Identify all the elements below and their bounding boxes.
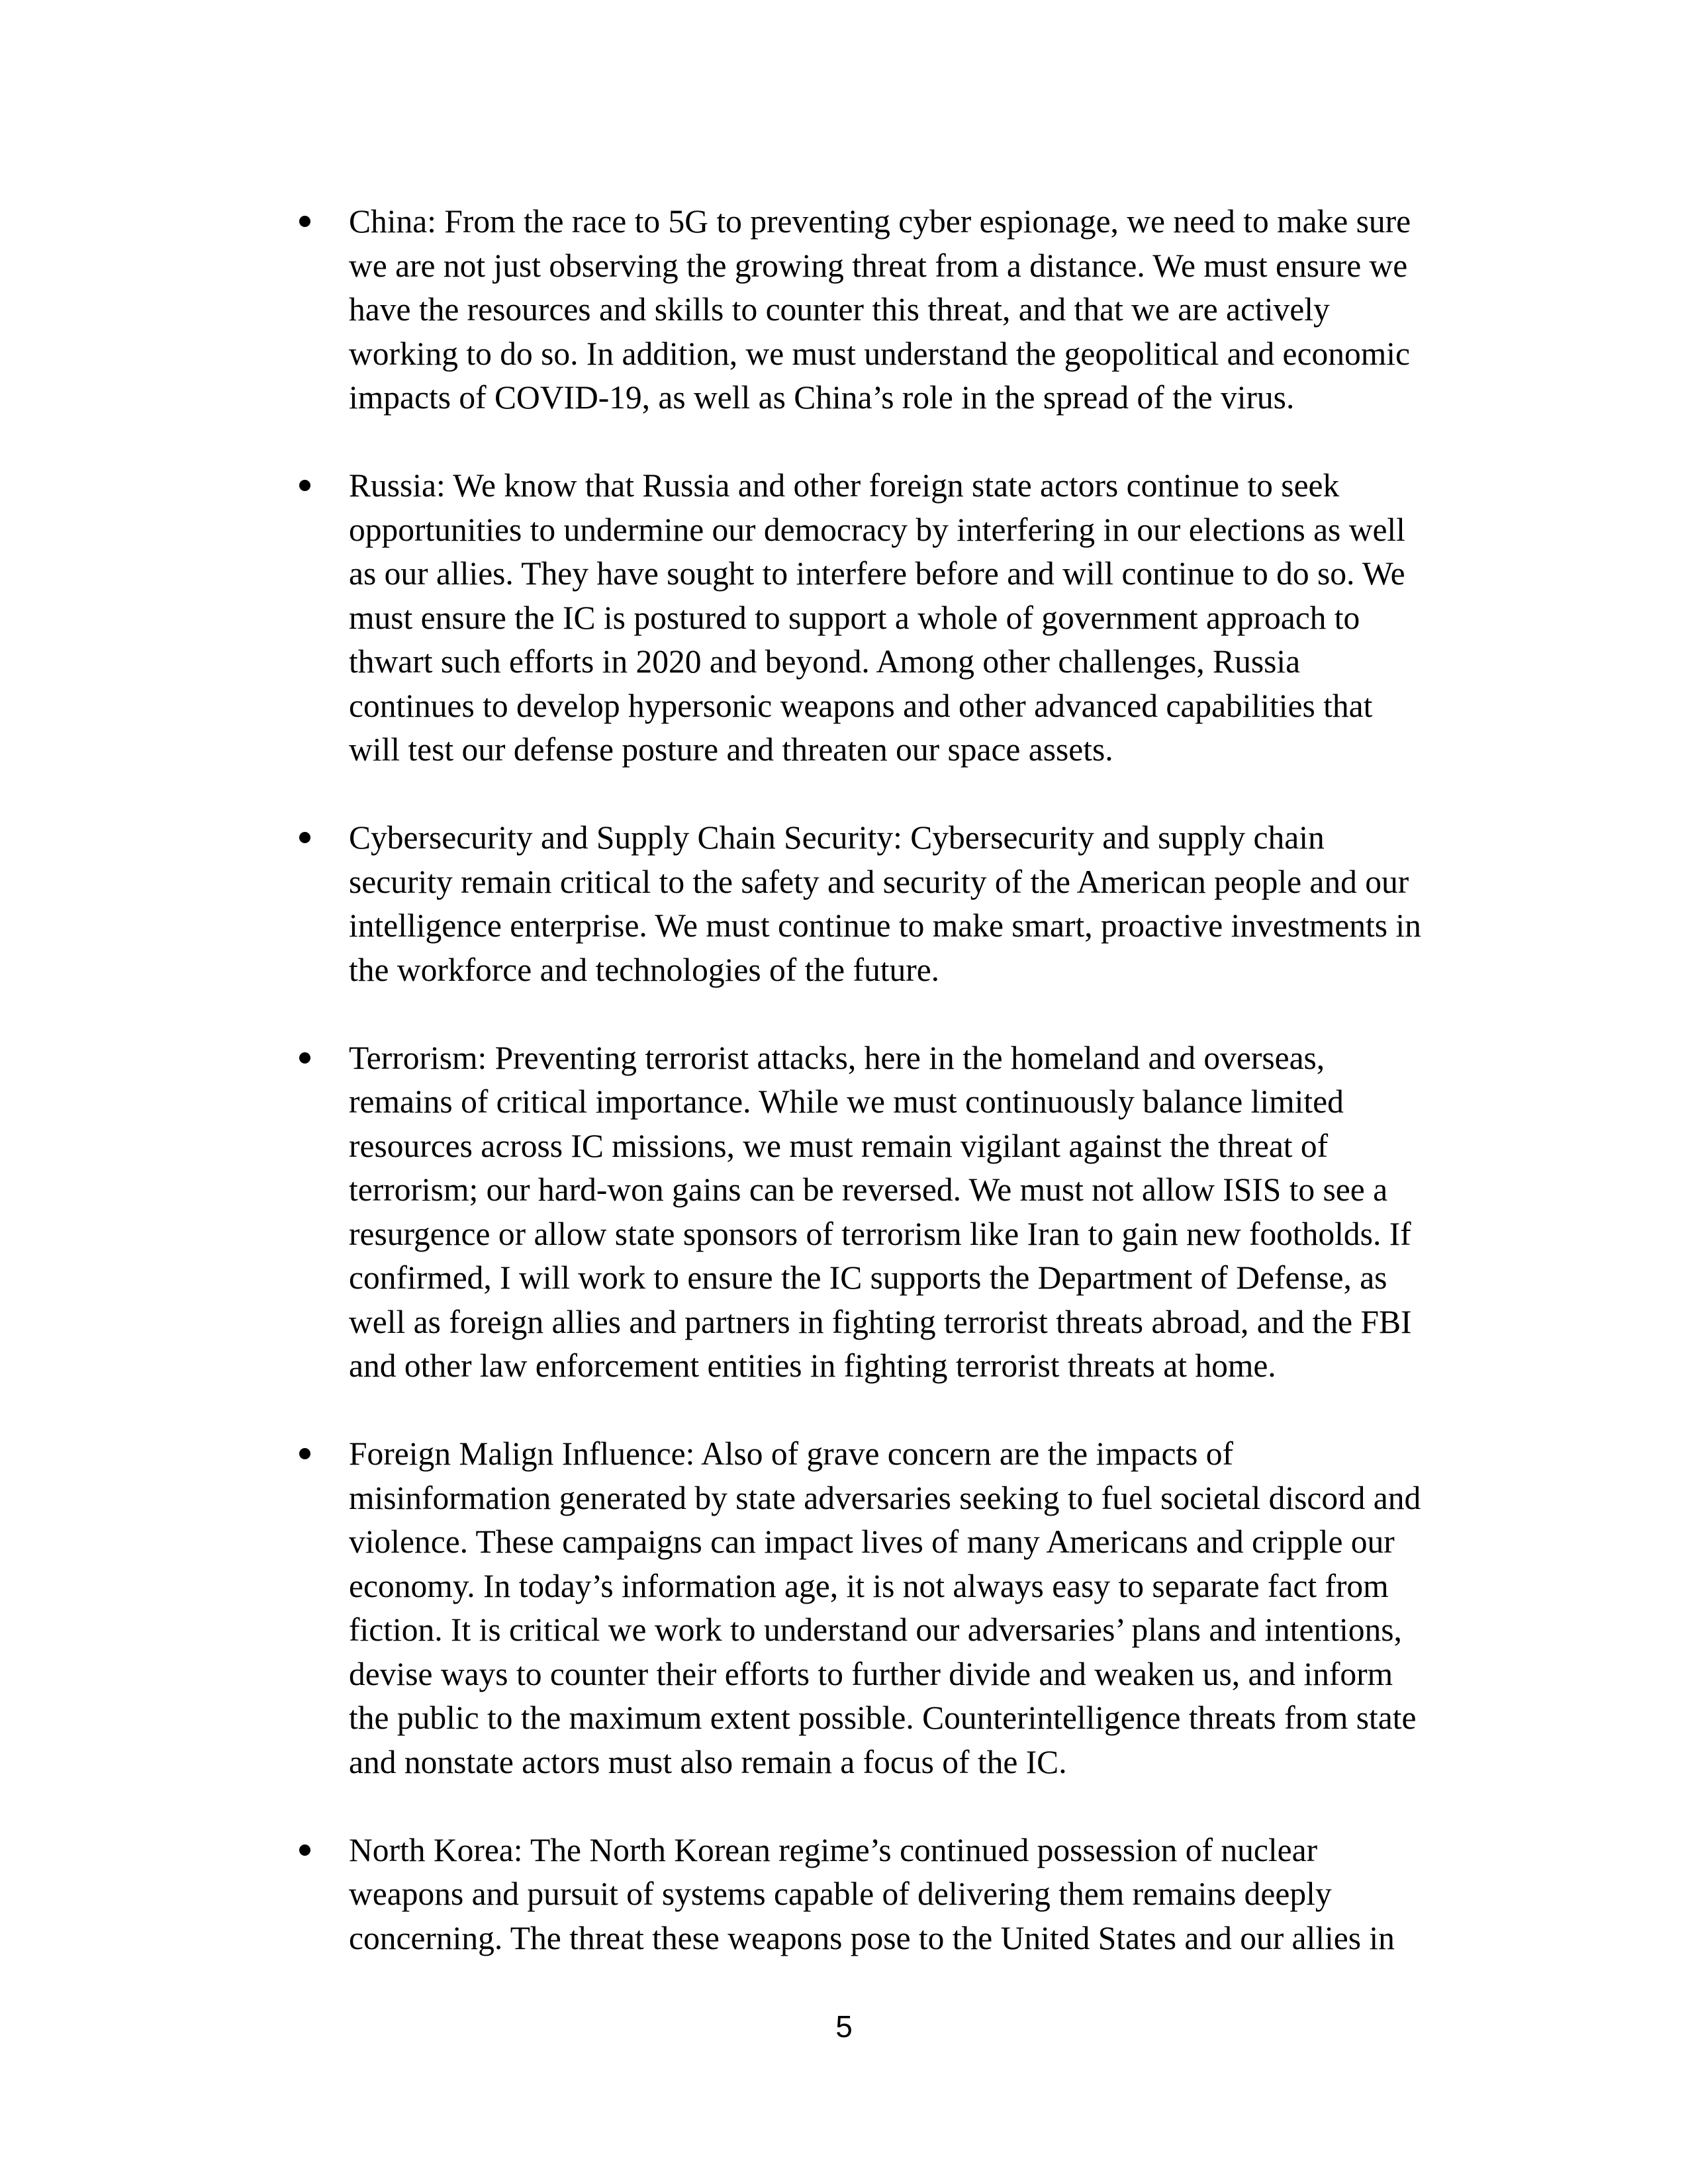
bullet-item-foreign-malign-influence [349,1432,1474,1784]
text-line: and nonstate actors must also remain a focus of the IC. [349,1743,1067,1780]
text-line: misinformation generated by state adversaries seeking to fuel societal discord and [349,1479,1421,1516]
bullet-item-russia [349,464,1474,772]
text-line: must ensure the IC is postured to support a whole of government approach to [349,599,1360,636]
bullet-item-terrorism [349,1036,1474,1388]
text-line: working to do so. In addition, we must understand the geopolitical and economic [349,335,1410,372]
text-line: devise ways to counter their efforts to further divide and weaken us, and inform [349,1655,1393,1692]
bullet-icon [299,480,310,491]
text-line: opportunities to undermine our democracy by interfering in our elections as well [349,511,1405,548]
text-line: North Korea: The North Korean regime’s continued possession of nuclear [349,1831,1318,1868]
bullet-icon [299,1448,310,1459]
text-line: China: From the race to 5G to preventing cyber espionage, we need to make sure [349,203,1411,240]
text-line: weapons and pursuit of systems capable of delivering them remains deeply [349,1876,1332,1912]
text-line: well as foreign allies and partners in fighting terrorist threats abroad, and the FBI [349,1303,1412,1340]
bullet-icon [299,1844,310,1856]
text-line: Foreign Malign Influence: Also of grave concern are the impacts of [349,1435,1234,1472]
bullet-icon [299,832,310,843]
text-line: resurgence or allow state sponsors of terrorism like Iran to gain new footholds. If [349,1215,1411,1252]
bullet-item-china [349,200,1474,420]
priorities-bullet-list [349,200,1474,1960]
text-line: Cybersecurity and Supply Chain Security: Cybersecurity and supply chain [349,819,1325,856]
text-line: violence. These campaigns can impact lives of many Americans and cripple our [349,1524,1395,1560]
text-line: impacts of COVID-19, as well as China’s role in the spread of the virus. [349,379,1295,416]
bullet-item-north-korea [349,1829,1474,1961]
text-line: as our allies. They have sought to interfere before and will continue to do so. We [349,555,1405,592]
bullet-item-cybersecurity [349,816,1474,992]
text-line: have the resources and skills to counter this threat, and that we are actively [349,291,1330,328]
text-line: intelligence enterprise. We must continue to make smart, proactive investments in [349,907,1421,944]
bullet-icon [299,1052,310,1064]
text-line: confirmed, I will work to ensure the IC supports the Department of Defense, as [349,1259,1387,1296]
page-number: 5 [835,2009,853,2044]
text-line: economy. In today’s information age, it is not always easy to separate fact from [349,1567,1389,1604]
text-line: resources across IC missions, we must remain vigilant against the threat of [349,1127,1329,1164]
text-line: continues to develop hypersonic weapons and other advanced capabilities that [349,687,1373,724]
text-line: fiction. It is critical we work to understand our adversaries’ plans and intentions, [349,1612,1402,1648]
text-line: Terrorism: Preventing terrorist attacks, here in the homeland and overseas, [349,1039,1325,1076]
text-line: and other law enforcement entities in fighting terrorist threats at home. [349,1347,1276,1384]
text-line: security remain critical to the safety and security of the American people and our [349,863,1409,900]
text-line: concerning. The threat these weapons pose to the United States and our allies in [349,1919,1395,1956]
text-line: will test our defense posture and threaten our space assets. [349,731,1113,768]
text-line: we are not just observing the growing threat from a distance. We must ensure we [349,247,1408,284]
text-line: the public to the maximum extent possible. Counterintelligence threats from state [349,1700,1417,1736]
text-line: terrorism; our hard-won gains can be reversed. We must not allow ISIS to see a [349,1171,1388,1208]
text-line: the workforce and technologies of the future. [349,951,940,988]
text-line: Russia: We know that Russia and other foreign state actors continue to seek [349,467,1340,504]
text-line: remains of critical importance. While we must continuously balance limited [349,1083,1344,1120]
bullet-icon [299,216,310,227]
text-line: thwart such efforts in 2020 and beyond. Among other challenges, Russia [349,643,1301,680]
